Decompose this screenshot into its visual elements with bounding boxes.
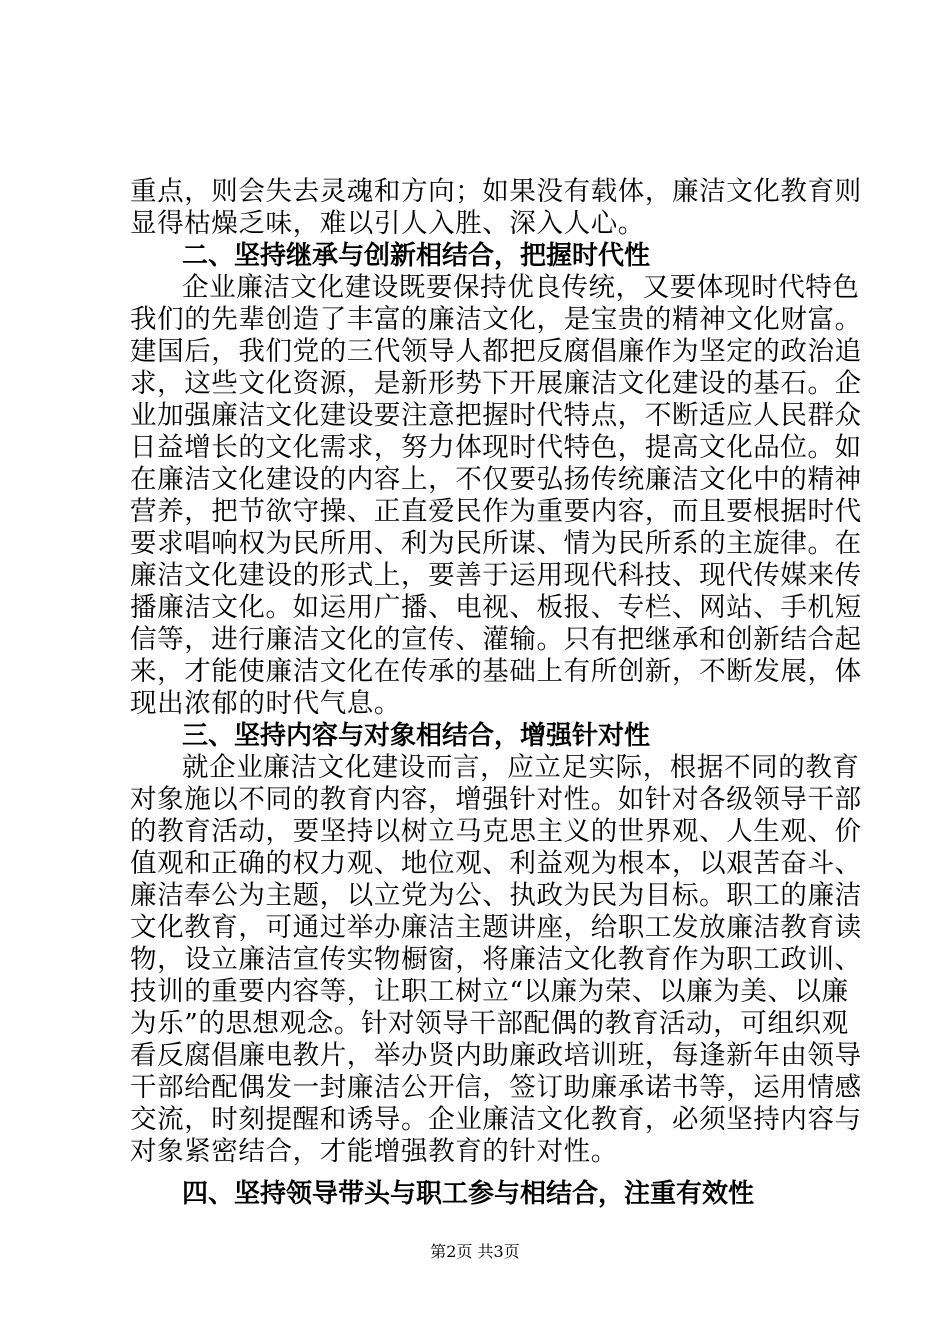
- paragraph-1-line-1: 重点，则会失去灵魂和方向；如果没有载体，廉洁文化教育则: [130, 176, 862, 207]
- paragraph-2-line-6: 日益增长的文化需求，努力体现时代特色，提高文化品位。如: [130, 432, 862, 463]
- paragraph-2-line-9: 要求唱响权为民所用、利为民所谋、情为民所系的主旋律。在: [130, 528, 862, 559]
- paragraph-2-line-3: 建国后，我们党的三代领导人都把反腐倡廉作为坚定的政治追: [130, 336, 862, 367]
- paragraph-3-line-3: 的教育活动，要坚持以树立马克思主义的世界观、人生观、价: [130, 816, 862, 847]
- paragraph-2-line-10: 廉洁文化建设的形式上，要善于运用现代科技、现代传媒来传: [130, 560, 862, 591]
- paragraph-3-line-2: 对象施以不同的教育内容，增强针对性。如针对各级领导干部: [130, 784, 862, 815]
- paragraph-3-line-4: 值观和正确的权力观、地位观、利益观为根本，以艰苦奋斗、: [130, 848, 862, 879]
- paragraph-3-line-13: 对象紧密结合，才能增强教育的针对性。: [130, 1136, 618, 1167]
- paragraph-3-line-10: 看反腐倡廉电教片，举办贤内助廉政培训班，每逢新年由领导: [130, 1040, 862, 1071]
- paragraph-3-line-5: 廉洁奉公为主题，以立党为公、执政为民为目标。职工的廉洁: [130, 880, 862, 911]
- paragraph-2-line-5: 业加强廉洁文化建设要注意把握时代特点，不断适应人民群众: [130, 400, 862, 431]
- paragraph-2-line-13: 来，才能使廉洁文化在传承的基础上有所创新，不断发展，体: [130, 656, 862, 687]
- paragraph-2-line-4: 求，这些文化资源，是新形势下开展廉洁文化建设的基石。企: [130, 368, 862, 399]
- paragraph-2-line-8: 营养，把节欲守操、正直爱民作为重要内容，而且要根据时代: [130, 496, 862, 527]
- paragraph-3-line-9: 为乐”的思想观念。针对领导干部配偶的教育活动，可组织观: [130, 1008, 849, 1039]
- paragraph-2-line-2: 我们的先辈创造了丰富的廉洁文化，是宝贵的精神文化财富。: [130, 304, 862, 335]
- paragraph-2-line-7: 在廉洁文化建设的内容上，不仅要弘扬传统廉洁文化中的精神: [130, 464, 862, 495]
- paragraph-2-line-1: 企业廉洁文化建设既要保持优良传统，又要体现时代特色: [182, 272, 860, 303]
- paragraph-3-line-1: 就企业廉洁文化建设而言，应立足实际，根据不同的教育: [182, 752, 860, 783]
- paragraph-2-line-14: 现出浓郁的时代气息。: [130, 688, 401, 719]
- paragraph-3-line-12: 交流，时刻提醒和诱导。企业廉洁文化教育，必须坚持内容与: [130, 1104, 862, 1135]
- section-heading-4: 四、坚持领导带头与职工参与相结合，注重有效性: [182, 1179, 755, 1209]
- page-number-footer: 第2页 共3页: [430, 1242, 520, 1261]
- paragraph-3-line-6: 文化教育，可通过举办廉洁主题讲座，给职工发放廉洁教育读: [130, 912, 862, 943]
- section-heading-2: 二、坚持继承与创新相结合，把握时代性: [182, 241, 651, 271]
- paragraph-1-line-2: 显得枯燥乏味，难以引人入胜、深入人心。: [130, 208, 645, 239]
- section-heading-3: 三、坚持内容与对象相结合，增强针对性: [182, 721, 651, 751]
- paragraph-3-line-11: 干部给配偶发一封廉洁公开信，签订助廉承诺书等，运用情感: [130, 1072, 862, 1103]
- paragraph-3-line-7: 物，设立廉洁宣传实物橱窗，将廉洁文化教育作为职工政训、: [130, 944, 862, 975]
- paragraph-2-line-12: 信等，进行廉洁文化的宣传、灌输。只有把继承和创新结合起: [130, 624, 862, 655]
- paragraph-2-line-11: 播廉洁文化。如运用广播、电视、板报、专栏、网站、手机短: [130, 592, 862, 623]
- paragraph-3-line-8: 技训的重要内容等，让职工树立“以廉为荣、以廉为美、以廉: [130, 976, 849, 1007]
